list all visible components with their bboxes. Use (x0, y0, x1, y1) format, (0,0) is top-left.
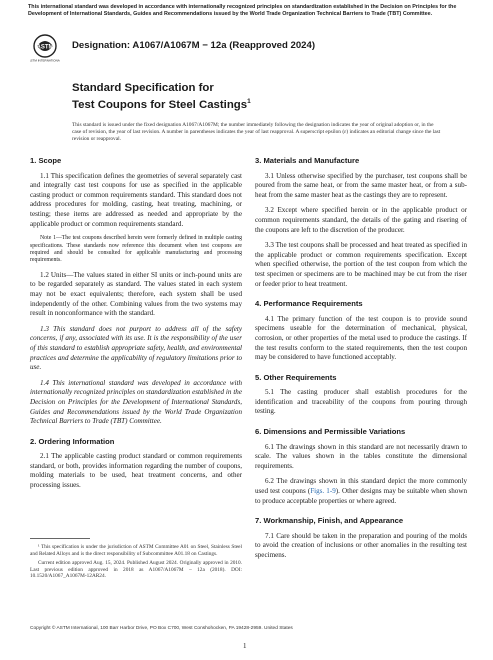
title-line-2: Test Coupons for Steel Castings (72, 98, 248, 111)
paragraph: 3.3 The test coupons shall be processed and heat treated as specified in the applicable product or common requirements specification. Except when specified otherwise, the portion of the test coupon from which the test specimen or specimens are to be machined may be cut from the riser or feeder prior to heat treatment. (255, 241, 467, 288)
astm-logo-icon (30, 33, 60, 63)
paragraph: 1.2 Units—The values stated in either SI units or inch-pound units are to be regarded separately as standard. The values stated in each system may not be exact equivalents; therefore, each system shall be used independently of the other. Combining values from the two systems may result in nonconformance with the standard. (30, 270, 242, 318)
paragraph: 1.3 This standard does not purport to address all of the safety concerns, if any, associated with its use. It is the responsibility of the user of this standard to establish appropriate safety, health, and environmental practices and determine the applicability of regulatory limitations prior to use. (30, 324, 242, 372)
page-title (72, 82, 432, 112)
section-heading: 1. Scope (30, 156, 62, 165)
section-heading: 4. Performance Requirements (255, 299, 363, 309)
section-heading: 2. Ordering Information (30, 436, 115, 446)
section-ordering (30, 437, 242, 491)
footnote-divider (30, 538, 90, 539)
paragraph: 4.1 The primary function of the test coupon is to provide sound specimens useable for the determination of mechanical, physical, corrosion, or other properties of the metal used to produce the castings. If the test results conform to the stated requirements, then the test coupon may be considered to have functioned acceptably. (255, 314, 467, 362)
designation: Designation: A1067/A1067M − 12a (Reapproved 2024) (72, 40, 316, 51)
section-heading: 6. Dimensions and Permissible Variations (255, 427, 406, 437)
section-heading: 3. Materials and Manufacture (255, 156, 360, 165)
paragraph: 7.1 Care should be taken in the preparation and pouring of the molds to avoid the creation of inclusions or other anomalies in the resulting test specimens. (255, 531, 467, 559)
footnote: Current edition approved Aug. 15, 2024. Published August 2024. Originally approved in 2010. Last previous edition approved in 2018 as A1067/A1067M – 12a (2018). DOI: 10.1520/A1067_A1067M-12AR24. (30, 560, 242, 580)
section-other (255, 373, 467, 417)
section-dimensions (255, 427, 467, 506)
section-scope (30, 156, 242, 427)
svg-text:ASTM: ASTM (36, 44, 54, 51)
section-performance (255, 299, 467, 363)
right-column (255, 156, 467, 571)
paragraph-text: 6.2 The drawings shown in this standard depict the more commonly used test coupons ( (255, 477, 467, 496)
section-heading: 5. Other Requirements (255, 372, 337, 382)
paragraph: 5.1 The casting producer shall establish procedures for the identification and traceability of the coupons from pouring through testing. (255, 388, 467, 416)
paragraph-text: ). Other designs may be suitable when shown to produce acceptable properties or where agreed. (255, 487, 467, 505)
copyright: Copyright © ASTM International, 100 Barr Harbor Drive, PO Box C700, West Conshohocken, PA 19428-2959. United States (30, 626, 293, 631)
paragraph: 6.1 The drawings shown in this standard are not necessarily drawn to scale. The values shown in the tables constitute the dimensional requirements. (255, 442, 467, 470)
paragraph: 1.1 This specification defines the geometries of several separately cast and integrally cast test coupons for use as specified in the applicable casting product or common requirements standard. This standard does not address procedures for molding, casting, heat treating, machining, or testing; these items are addressed as needed and appropriate by the applicable product or common requirements standard. (30, 171, 242, 228)
note: Note 1—The test coupons described herein were formerly defined in multiple casting specifications. These standards now reference this document when test coupons are required and should be consulted for applicable manufacturing and processing requirements. (30, 235, 242, 264)
section-materials (255, 156, 467, 289)
paragraph: 2.1 The applicable casting product standard or common requirements standard, or both, provides information regarding the number of coupons, molding materials to be used, heat treatment concerns, and other processing issues. (30, 452, 242, 490)
logo-text: ASTM INTERNATIONAL (30, 58, 60, 63)
title-footnote-mark: 1 (247, 98, 251, 105)
paragraph: 1.4 This international standard was developed in accordance with internationally recognized principles on standardization established in the Decision on Principles for the Development of International Standards, Guides and Recommendations issued by the World Trade Organization Technical Barriers to Trade (TBT) Committee. (30, 378, 242, 426)
figures-link[interactable]: Figs. 1-9 (310, 487, 336, 496)
section-workmanship (255, 516, 467, 560)
page-number: 1 (243, 642, 247, 650)
footnote: ¹ This specification is under the jurisdiction of ASTM Committee A01 on Steel, Stainless Steel and Related Alloys and is the direct responsibility of Subcommittee A01.18 on Castings. (30, 544, 242, 557)
paragraph: 3.1 Unless otherwise specified by the purchaser, test coupons shall be poured from the same heat, or from the same master heat, or from a sub-heat from the same master heat as the castings they are to represent. (255, 171, 467, 199)
section-heading: 7. Workmanship, Finish, and Appearance (255, 516, 404, 526)
footnotes (30, 544, 242, 583)
left-column (30, 156, 242, 501)
title-line-1: Standard Specification for (72, 82, 214, 94)
issued-note: This standard is issued under the fixed designation A1067/A1067M; the number immediately following the designation indicates the year of original adoption or, in the case of revision, the year of last revision. A number in parentheses indicates the year of last reapproval. A superscript epsilon (ε) indicates an editorial change since the last revision or reapproval. (72, 122, 441, 143)
paragraph: 3.2 Except where specified herein or in the applicable product or common requirements standard, the details of the gating and risering of the coupons are left to the discretion of the producer. (255, 206, 467, 234)
paragraph (255, 477, 467, 506)
top-notice: This international standard was developed in accordance with internationally recognized principles on standardization established in the Decision on Principles for the Development of International Standards, Guides and Recommendations issued by the World Trade Organization Technical Barriers to Trade (TBT) Committee. (28, 4, 457, 17)
